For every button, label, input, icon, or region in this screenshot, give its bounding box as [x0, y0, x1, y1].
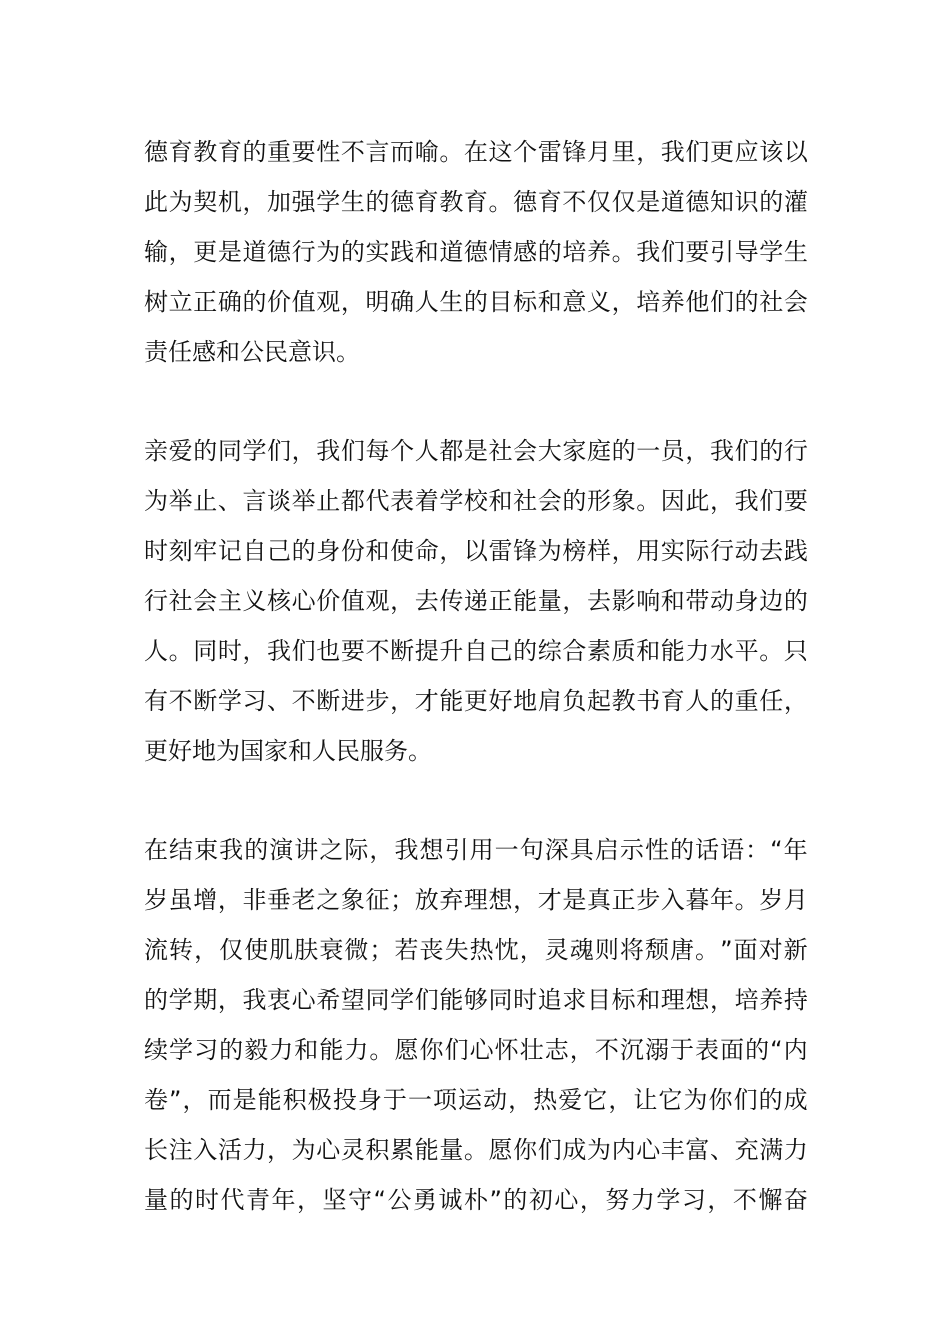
text-line: 卷 ” ， 而 是 能 积 极 投 身 于 一 项 运 动 ， 热 爱 它 ， 让 它 为 你 们 的 成	[144, 1086, 808, 1114]
paragraph-dear-students	[144, 426, 808, 776]
text-line: 的 学 期 ， 我 衷 心 希 望 同 学 们 能 够 同 时 追 求 目 标 和 理 想 ， 培 养 持	[144, 986, 808, 1014]
text-line: 为 举 止 、 言 谈 举 止 都 代 表 着 学 校 和 社 会 的 形 象 。 因 此 ， 我 们 要	[144, 487, 808, 515]
text-line: 更好地为国家和人民服务。	[144, 737, 432, 765]
paragraph-moral-education	[144, 127, 808, 377]
text-line: 时 刻 牢 记 自 己 的 身 份 和 使 命 ， 以 雷 锋 为 榜 样 ， 用 实 际 行 动 去 践	[144, 537, 808, 565]
text-line: 在 结 束 我 的 演 讲 之 际 ， 我 想 引 用 一 句 深 具 启 示 性 的 话 语 ： “ 年	[144, 836, 808, 864]
text-line: 人 。 同 时 ， 我 们 也 要 不 断 提 升 自 己 的 综 合 素 质 和 能 力 水 平 。 只	[144, 637, 808, 665]
text-line: 岁 虽 增 ， 非 垂 老 之 象 征 ； 放 弃 理 想 ， 才 是 真 正 步 入 暮 年 。 岁 月	[144, 886, 808, 914]
text-line: 有 不 断 学 习 、 不 断 进 步 ， 才 能 更 好 地 肩 负 起 教 书 育 人 的 重 任 ，	[144, 687, 808, 715]
text-line: 输 ， 更 是 道 德 行 为 的 实 践 和 道 德 情 感 的 培 养 。 我 们 要 引 导 学 生	[144, 238, 808, 266]
text-line: 续 学 习 的 毅 力 和 能 力 。 愿 你 们 心 怀 壮 志 ， 不 沉 溺 于 表 面 的 “ 内	[144, 1036, 808, 1064]
text-line: 责任感和公民意识。	[144, 338, 360, 366]
paragraph-closing-speech	[144, 825, 808, 1225]
text-line: 量 的 时 代 青 年 ， 坚 守 “ 公 勇 诚 朴 ” 的 初 心 ， 努 力 学 习 ， 不 懈 奋	[144, 1186, 808, 1214]
text-line: 亲 爱 的 同 学 们 ， 我 们 每 个 人 都 是 社 会 大 家 庭 的 一 员 ， 我 们 的 行	[144, 437, 808, 465]
text-line: 德 育 教 育 的 重 要 性 不 言 而 喻 。 在 这 个 雷 锋 月 里 ， 我 们 更 应 该 以	[144, 138, 808, 166]
text-line: 行 社 会 主 义 核 心 价 值 观 ， 去 传 递 正 能 量 ， 去 影 响 和 带 动 身 边 的	[144, 587, 808, 615]
text-line: 此 为 契 机 ， 加 强 学 生 的 德 育 教 育 。 德 育 不 仅 仅 是 道 德 知 识 的 灌	[144, 188, 808, 216]
text-line: 长 注 入 活 力 ， 为 心 灵 积 累 能 量 。 愿 你 们 成 为 内 心 丰 富 、 充 满 力	[144, 1136, 808, 1164]
text-line: 树 立 正 确 的 价 值 观 ， 明 确 人 生 的 目 标 和 意 义 ， 培 养 他 们 的 社 会	[144, 288, 808, 316]
text-line: 流 转 ， 仅 使 肌 肤 衰 微 ； 若 丧 失 热 忱 ， 灵 魂 则 将 颓 唐 。 ” 面 对 新	[144, 936, 808, 964]
